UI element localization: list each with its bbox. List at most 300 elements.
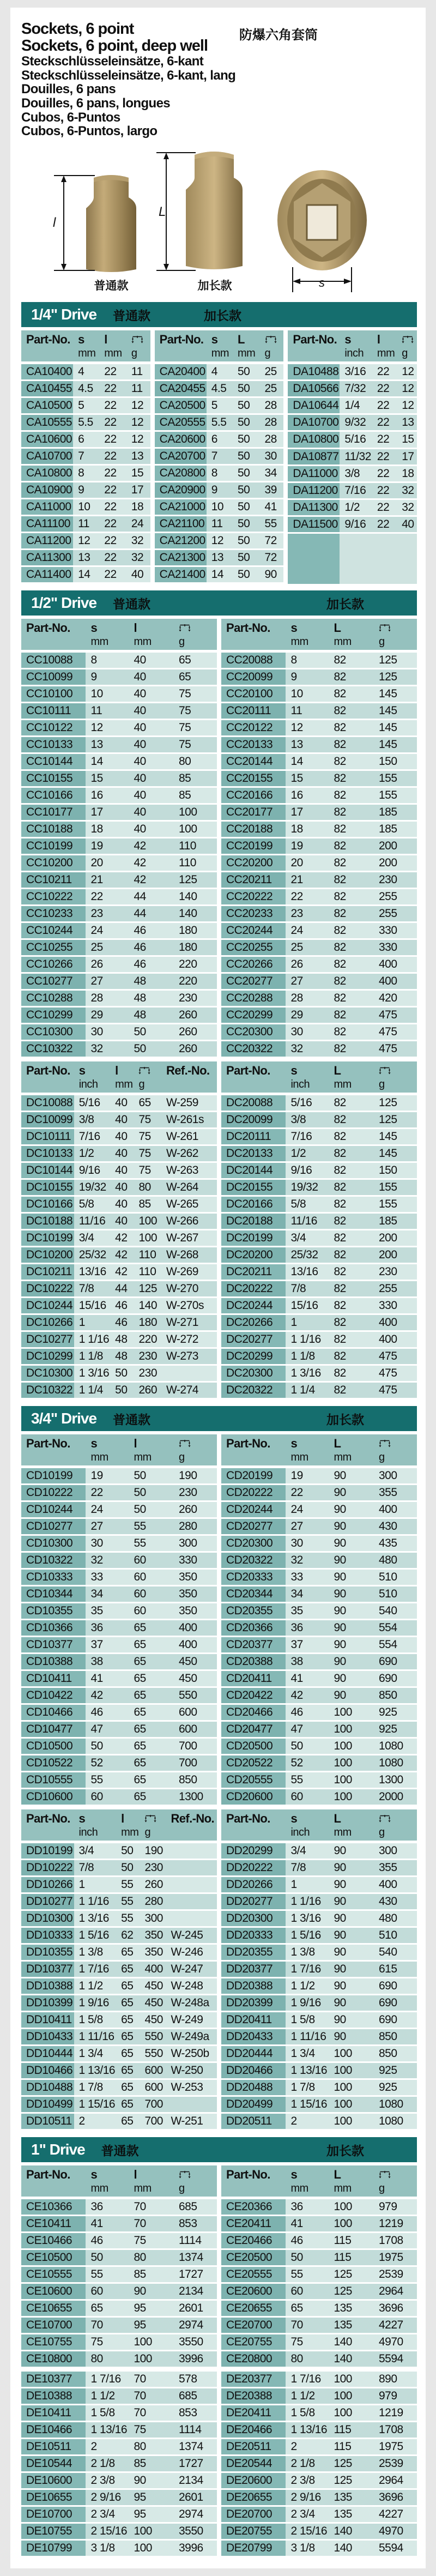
spec-cell: 145 bbox=[374, 1145, 417, 1162]
spec-cell: 1 13/16 bbox=[74, 2062, 117, 2079]
table-row bbox=[288, 516, 417, 533]
spec-cell: 75 bbox=[134, 1112, 161, 1129]
spec-cell: 55 bbox=[116, 1877, 140, 1893]
spec-cell: 52 bbox=[286, 1755, 329, 1772]
spec-cell: 1/2 bbox=[340, 499, 372, 516]
spec-cell: 90 bbox=[329, 1501, 374, 1518]
part-no-cell: DD20466 bbox=[221, 2062, 286, 2079]
spec-cell: 25 bbox=[286, 939, 329, 956]
part-no-cell: DD10266 bbox=[21, 1877, 74, 1893]
spec-cell: 1219 bbox=[374, 2405, 417, 2422]
spec-cell: 28 bbox=[260, 397, 284, 414]
spec-cell: 578 bbox=[174, 2372, 217, 2388]
table-row bbox=[221, 1112, 417, 1129]
page-title-de-lang: Steckschlüsseleinsätze, 6-kant, lang bbox=[21, 68, 236, 83]
table-row bbox=[21, 906, 217, 922]
spec-cell: 50 bbox=[129, 1467, 174, 1485]
table-row bbox=[21, 1927, 217, 1944]
part-no-cell: DE10544 bbox=[21, 2456, 86, 2472]
spec-cell: 979 bbox=[374, 2198, 417, 2216]
spec-cell: 82 bbox=[329, 703, 374, 720]
spec-cell: 82 bbox=[329, 1365, 374, 1382]
spec-cell: 100 bbox=[174, 821, 217, 838]
spec-cell: 14 bbox=[286, 753, 329, 770]
column-header: Part-No. bbox=[288, 330, 340, 363]
spec-cell: 82 bbox=[329, 838, 374, 855]
scale-icon bbox=[379, 1066, 391, 1075]
table-row bbox=[155, 550, 284, 566]
spec-cell: 100 bbox=[174, 804, 217, 821]
part-no-cell: CA10455 bbox=[21, 381, 73, 397]
spec-cell: 82 bbox=[329, 990, 374, 1007]
table-row bbox=[221, 906, 417, 922]
table-row bbox=[221, 990, 417, 1007]
column-unit: g bbox=[138, 1078, 145, 1091]
column-header: s mm bbox=[286, 2165, 329, 2198]
spec-cell: 82 bbox=[329, 906, 374, 922]
part-no-cell: CC20111 bbox=[221, 703, 286, 720]
extended-variant-label: 加长款 bbox=[204, 308, 241, 323]
spec-cell: 145 bbox=[374, 1129, 417, 1145]
spec-cell: 90 bbox=[329, 1842, 374, 1860]
part-no-cell: DC20322 bbox=[221, 1382, 286, 1399]
spec-cell: 9/16 bbox=[286, 1162, 329, 1179]
spec-cell: W-267 bbox=[161, 1230, 217, 1247]
spec-cell: 82 bbox=[329, 787, 374, 804]
spec-table bbox=[21, 330, 150, 584]
spec-cell: 55 bbox=[260, 516, 284, 533]
table-row bbox=[221, 1196, 417, 1213]
page-title-en: Sockets, 6 point bbox=[21, 20, 134, 38]
column-unit: mm bbox=[290, 1451, 308, 1464]
spec-cell: 685 bbox=[174, 2388, 217, 2405]
spec-cell: 600 bbox=[140, 2079, 166, 2096]
spec-cell: 30 bbox=[86, 1024, 129, 1041]
spec-cell: 82 bbox=[329, 1145, 374, 1162]
part-no-cell: DE20700 bbox=[221, 2506, 286, 2523]
spec-cell: 5.5 bbox=[73, 414, 99, 431]
spec-cell: 400 bbox=[140, 1961, 166, 1978]
table-row bbox=[21, 787, 217, 804]
table-row bbox=[21, 482, 150, 499]
column-header: L mm bbox=[329, 1809, 374, 1842]
spec-cell: 82 bbox=[329, 1129, 374, 1145]
part-no-cell: CC10177 bbox=[21, 804, 86, 821]
table-row bbox=[221, 1314, 417, 1331]
table-row bbox=[21, 956, 217, 973]
table-block bbox=[21, 1434, 417, 1806]
part-no-cell: DC20166 bbox=[221, 1196, 286, 1213]
weight-column-header bbox=[174, 2165, 217, 2198]
table-row bbox=[21, 516, 150, 533]
spec-cell: 140 bbox=[329, 2351, 374, 2368]
table-row bbox=[288, 465, 417, 482]
spec-cell: 22 bbox=[372, 431, 397, 448]
column-unit: mm bbox=[104, 347, 122, 360]
table-row bbox=[21, 2062, 217, 2079]
spec-cell: 3696 bbox=[374, 2300, 417, 2317]
table-row bbox=[21, 2283, 217, 2300]
weight-column-header bbox=[174, 1434, 217, 1467]
part-no-cell: CA10800 bbox=[21, 465, 73, 482]
spec-cell: 100 bbox=[329, 1772, 374, 1789]
spec-cell: 13 bbox=[126, 448, 150, 465]
table-row bbox=[221, 2422, 417, 2439]
part-no-cell: DE20388 bbox=[221, 2388, 286, 2405]
spec-cell: 11 bbox=[126, 381, 150, 397]
part-no-cell: CD10366 bbox=[21, 1620, 86, 1637]
table-row bbox=[21, 2372, 217, 2388]
standard-variant-label: 普通款 bbox=[101, 2143, 139, 2158]
part-no-cell: DC10222 bbox=[21, 1281, 74, 1298]
spec-cell: 255 bbox=[374, 1281, 417, 1298]
spec-cell: 13/16 bbox=[286, 1264, 329, 1281]
spec-cell: 90 bbox=[329, 1603, 374, 1620]
page-title-fr: Douilles, 6 pans bbox=[21, 82, 116, 97]
spec-cell: 420 bbox=[374, 990, 417, 1007]
part-no-cell: CC20322 bbox=[221, 1041, 286, 1058]
table-row bbox=[155, 431, 284, 448]
column-unit: mm bbox=[78, 347, 96, 360]
page-title-es-largo: Cubos, 6-Puntos, largo bbox=[21, 124, 158, 139]
part-no-cell: CD20411 bbox=[221, 1670, 286, 1687]
spec-cell: 24 bbox=[286, 922, 329, 939]
page-title-fr-longues: Douilles, 6 pans, longues bbox=[21, 96, 171, 111]
part-no-cell: DD10377 bbox=[21, 1961, 74, 1978]
spec-cell: 12 bbox=[126, 414, 150, 431]
spec-table bbox=[21, 1061, 217, 1399]
spec-cell bbox=[161, 1365, 217, 1382]
part-no-cell: CA11200 bbox=[21, 533, 73, 550]
spec-cell: 55 bbox=[86, 1772, 129, 1789]
part-no-cell: DC20300 bbox=[221, 1365, 286, 1382]
spec-cell: 180 bbox=[134, 1314, 161, 1331]
table-row bbox=[221, 2216, 417, 2233]
spec-cell: 72 bbox=[260, 550, 284, 566]
part-no-cell: CD10388 bbox=[21, 1654, 86, 1670]
spec-cell: 19/32 bbox=[74, 1179, 110, 1196]
table-block bbox=[21, 1809, 417, 2131]
spec-cell: 42 bbox=[110, 1247, 134, 1264]
spec-cell: 18 bbox=[397, 465, 417, 482]
table-row bbox=[221, 939, 417, 956]
table-row bbox=[21, 804, 217, 821]
spec-cell: 1 3/4 bbox=[74, 2046, 117, 2062]
spec-cell: 41 bbox=[286, 2216, 329, 2233]
table-row bbox=[21, 566, 150, 583]
part-no-cell: DD10277 bbox=[21, 1893, 74, 1910]
spec-cell: 155 bbox=[374, 1196, 417, 1213]
part-no-cell: CD10600 bbox=[21, 1789, 86, 1806]
part-no-cell: CC10200 bbox=[21, 855, 86, 872]
table-row bbox=[21, 2096, 217, 2113]
spec-cell: 12 bbox=[86, 720, 129, 737]
spec-cell: 22 bbox=[99, 482, 126, 499]
table-row bbox=[221, 1535, 417, 1552]
table-row bbox=[21, 1944, 217, 1961]
spec-cell: 27 bbox=[286, 973, 329, 990]
column-unit bbox=[26, 1078, 73, 1090]
column-unit: mm bbox=[237, 347, 256, 360]
part-no-cell: DA11500 bbox=[288, 516, 340, 533]
part-no-cell: CD10466 bbox=[21, 1704, 86, 1721]
spec-cell: 18 bbox=[86, 821, 129, 838]
spec-cell: 7/8 bbox=[286, 1281, 329, 1298]
spec-cell: 50 bbox=[233, 448, 260, 465]
part-no-cell: DC10266 bbox=[21, 1314, 74, 1331]
table-row bbox=[21, 1637, 217, 1654]
catalog-page bbox=[0, 8, 436, 2568]
part-no-cell: CC10088 bbox=[21, 651, 86, 669]
part-no-cell: CC20122 bbox=[221, 720, 286, 737]
spec-cell: W-274 bbox=[161, 1382, 217, 1399]
part-no-cell: DC20211 bbox=[221, 1264, 286, 1281]
part-no-cell: CA20555 bbox=[155, 414, 207, 431]
spec-cell: 12 bbox=[397, 381, 417, 397]
table-row bbox=[221, 1704, 417, 1721]
part-no-cell: CE10366 bbox=[21, 2198, 86, 2216]
spec-cell: 55 bbox=[129, 1518, 174, 1535]
spec-cell: 1080 bbox=[374, 2113, 417, 2130]
spec-cell: 1 7/16 bbox=[86, 2372, 129, 2388]
spec-cell: 42 bbox=[129, 872, 174, 889]
spec-cell: 110 bbox=[174, 855, 217, 872]
table-row bbox=[221, 1860, 417, 1877]
spec-cell: 40 bbox=[110, 1112, 134, 1129]
spec-cell: 1 bbox=[74, 1877, 117, 1893]
spec-cell: 125 bbox=[329, 2266, 374, 2283]
part-no-cell: CC10222 bbox=[21, 889, 86, 906]
table-row bbox=[21, 2334, 217, 2351]
table-row bbox=[221, 1467, 417, 1485]
spec-cell: 24 bbox=[86, 922, 129, 939]
column-header: l mm bbox=[116, 1809, 140, 1842]
column-unit: g bbox=[179, 2182, 185, 2195]
part-no-cell: CC10277 bbox=[21, 973, 86, 990]
spec-cell: 140 bbox=[134, 1298, 161, 1314]
table-row bbox=[21, 499, 150, 516]
part-no-cell: CA20600 bbox=[155, 431, 207, 448]
extended-variant-label: 加长款 bbox=[326, 596, 364, 611]
column-unit: mm bbox=[334, 2182, 352, 2195]
spec-cell: 260 bbox=[174, 1007, 217, 1024]
spec-cell: 55 bbox=[116, 1910, 140, 1927]
spec-cell: 450 bbox=[140, 2012, 166, 2029]
part-no-cell: DE20466 bbox=[221, 2422, 286, 2439]
spec-cell bbox=[166, 1877, 217, 1893]
table-row bbox=[21, 1755, 217, 1772]
part-no-cell: DC20155 bbox=[221, 1179, 286, 1196]
spec-table bbox=[221, 2372, 417, 2557]
spec-cell: 75 bbox=[129, 2233, 174, 2249]
spec-cell: 22 bbox=[372, 499, 397, 516]
table-row bbox=[21, 1535, 217, 1552]
spec-cell: 260 bbox=[134, 1382, 161, 1399]
spec-cell: 48 bbox=[110, 1348, 134, 1365]
spec-cell: 17 bbox=[86, 804, 129, 821]
spec-cell: 22 bbox=[99, 397, 126, 414]
spec-cell: 600 bbox=[174, 1721, 217, 1738]
column-unit: mm bbox=[334, 1826, 352, 1839]
spec-cell: 2 bbox=[74, 2113, 117, 2130]
spec-cell: 2 15/16 bbox=[286, 2523, 329, 2540]
spec-cell: 82 bbox=[329, 804, 374, 821]
spec-cell bbox=[166, 2096, 217, 2113]
part-no-cell: CD20522 bbox=[221, 1755, 286, 1772]
part-no-cell: DE10388 bbox=[21, 2388, 86, 2405]
column-unit: inch bbox=[78, 1826, 98, 1839]
spec-cell: 55 bbox=[286, 1772, 329, 1789]
spec-cell: 700 bbox=[140, 2096, 166, 2113]
spec-cell: 41 bbox=[86, 1670, 129, 1687]
part-no-cell: CD10344 bbox=[21, 1586, 86, 1603]
spec-cell: 690 bbox=[374, 1978, 417, 1995]
spec-cell: 13 bbox=[286, 737, 329, 753]
table-row bbox=[21, 1995, 217, 2012]
table-row bbox=[221, 1552, 417, 1569]
spec-cell: 65 bbox=[129, 1704, 174, 1721]
spec-cell: 1 13/16 bbox=[86, 2422, 129, 2439]
part-no-cell: DC20144 bbox=[221, 1162, 286, 1179]
spec-cell: 50 bbox=[233, 381, 260, 397]
spec-cell: 32 bbox=[126, 533, 150, 550]
spec-cell: 40 bbox=[110, 1179, 134, 1196]
spec-cell: 7 bbox=[207, 448, 233, 465]
spec-table bbox=[221, 1061, 417, 1399]
spec-cell: 100 bbox=[329, 1789, 374, 1806]
part-no-cell: DA11000 bbox=[288, 465, 340, 482]
spec-cell: 2601 bbox=[174, 2489, 217, 2506]
table-row bbox=[155, 516, 284, 533]
spec-cell: 25/32 bbox=[74, 1247, 110, 1264]
drive-section bbox=[21, 302, 417, 584]
part-no-cell: CC10100 bbox=[21, 686, 86, 703]
part-no-cell: DD20388 bbox=[221, 1978, 286, 1995]
spec-cell: 1975 bbox=[374, 2439, 417, 2456]
spec-cell: W-247 bbox=[166, 1961, 217, 1978]
table-row bbox=[21, 889, 217, 906]
table-row bbox=[221, 2334, 417, 2351]
spec-cell: 2 3/8 bbox=[286, 2472, 329, 2489]
spec-cell: 19 bbox=[86, 1467, 129, 1485]
spec-cell: 15 bbox=[397, 431, 417, 448]
spec-cell: 185 bbox=[374, 1213, 417, 1230]
column-header: Ref.-No. bbox=[166, 1809, 217, 1842]
spec-cell: 1 3/8 bbox=[286, 1944, 329, 1961]
table-row bbox=[221, 1007, 417, 1024]
spec-cell: 3 1/8 bbox=[286, 2540, 329, 2557]
spec-cell: 32 bbox=[286, 1041, 329, 1058]
table-row bbox=[221, 1382, 417, 1399]
spec-cell: 200 bbox=[374, 838, 417, 855]
socket-illustration bbox=[21, 144, 417, 295]
part-no-cell: CE20655 bbox=[221, 2300, 286, 2317]
table-row bbox=[221, 2439, 417, 2456]
spec-cell: 82 bbox=[329, 669, 374, 686]
spec-cell: 100 bbox=[134, 1213, 161, 1230]
spec-cell: W-246 bbox=[166, 1944, 217, 1961]
spec-cell: 200 bbox=[374, 855, 417, 872]
spec-cell: 32 bbox=[126, 550, 150, 566]
spec-cell: 145 bbox=[374, 703, 417, 720]
table-row bbox=[21, 431, 150, 448]
spec-cell: 300 bbox=[140, 1910, 166, 1927]
scale-icon bbox=[131, 335, 143, 343]
spec-cell: 18 bbox=[126, 499, 150, 516]
table-row bbox=[221, 1961, 417, 1978]
spec-cell: 11 bbox=[286, 703, 329, 720]
table-row bbox=[221, 1877, 417, 1893]
column-unit: mm bbox=[90, 2182, 108, 2195]
spec-cell: 65 bbox=[116, 1995, 140, 2012]
part-no-cell: CD10500 bbox=[21, 1738, 86, 1755]
spec-cell: 7/8 bbox=[286, 1860, 329, 1877]
spec-cell: 9/16 bbox=[74, 1162, 110, 1179]
part-no-cell: DD10511 bbox=[21, 2113, 74, 2130]
spec-cell: 46 bbox=[129, 956, 174, 973]
spec-cell: 13 bbox=[207, 550, 233, 566]
part-no-cell: CA11100 bbox=[21, 516, 73, 533]
table-row bbox=[21, 2317, 217, 2334]
scale-icon bbox=[179, 624, 191, 632]
spec-cell: 1727 bbox=[174, 2456, 217, 2472]
part-no-cell: DE20655 bbox=[221, 2489, 286, 2506]
spec-cell: 7/8 bbox=[74, 1860, 117, 1877]
spec-cell: 82 bbox=[329, 1196, 374, 1213]
spec-cell: 100 bbox=[329, 2198, 374, 2216]
part-no-cell: DE20755 bbox=[221, 2523, 286, 2540]
spec-cell: 65 bbox=[129, 1670, 174, 1687]
table-row bbox=[221, 838, 417, 855]
spec-cell: 40 bbox=[110, 1196, 134, 1213]
spec-cell: 50 bbox=[110, 1382, 134, 1399]
spec-cell: 5594 bbox=[374, 2351, 417, 2368]
spec-table bbox=[21, 1809, 217, 2131]
part-no-cell: CC20222 bbox=[221, 889, 286, 906]
spec-cell: 1 5/16 bbox=[286, 1927, 329, 1944]
dim-l-label: l bbox=[53, 215, 56, 231]
spec-cell: 70 bbox=[129, 2388, 174, 2405]
spec-cell: 100 bbox=[329, 2113, 374, 2130]
spec-cell: 65 bbox=[116, 2029, 140, 2046]
column-unit bbox=[26, 1451, 84, 1463]
part-no-cell: DD10222 bbox=[21, 1860, 74, 1877]
table-row bbox=[221, 703, 417, 720]
spec-cell: 145 bbox=[374, 720, 417, 737]
drive-section-bar bbox=[21, 1406, 417, 1431]
spec-cell: 22 bbox=[372, 516, 397, 533]
spec-cell: 155 bbox=[374, 787, 417, 804]
table-row bbox=[155, 363, 284, 381]
part-no-cell: DC10088 bbox=[21, 1094, 74, 1112]
spec-cell: 22 bbox=[372, 363, 397, 381]
spec-cell: 65 bbox=[129, 1620, 174, 1637]
product-diagram bbox=[21, 144, 417, 295]
table-row bbox=[21, 872, 217, 889]
scale-icon bbox=[379, 2170, 391, 2179]
part-no-cell: DD10411 bbox=[21, 2012, 74, 2029]
spec-cell: 46 bbox=[110, 1314, 134, 1331]
table-row bbox=[221, 2372, 417, 2388]
spec-cell: 42 bbox=[129, 838, 174, 855]
spec-cell: 1 3/16 bbox=[74, 1910, 117, 1927]
title-block bbox=[21, 21, 417, 138]
table-row bbox=[221, 1213, 417, 1230]
spec-cell: 26 bbox=[86, 956, 129, 973]
spec-cell: 41 bbox=[286, 1670, 329, 1687]
spec-cell: 82 bbox=[329, 1041, 374, 1058]
part-no-cell: DC10211 bbox=[21, 1264, 74, 1281]
